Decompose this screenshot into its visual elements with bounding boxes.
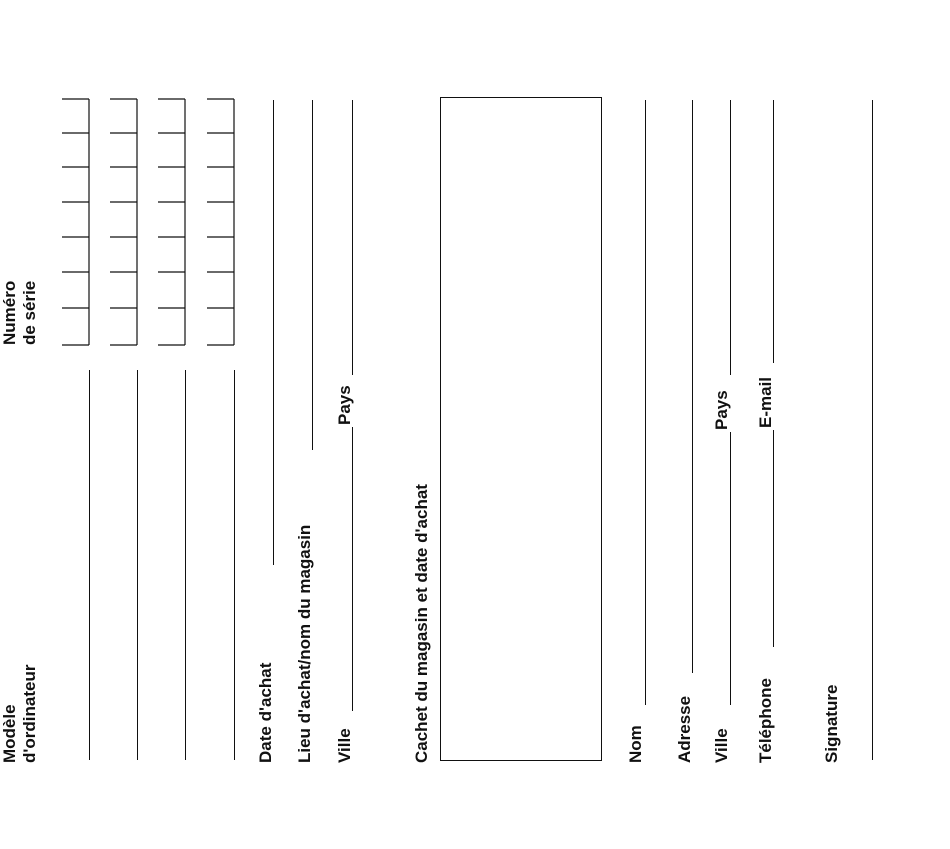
model-label-line1: Modèle <box>0 704 19 763</box>
serial-label <box>0 281 40 345</box>
owner-name-line[interactable] <box>645 100 646 705</box>
serial-comb <box>110 99 137 345</box>
signature-line[interactable] <box>872 100 873 760</box>
model-label-line2: d'ordinateur <box>20 664 39 763</box>
purchase-date-label: Date d'achat <box>256 662 275 763</box>
owner-address-line[interactable] <box>692 100 693 673</box>
model-entry-line[interactable] <box>89 370 90 760</box>
owner-city-line[interactable] <box>730 432 731 705</box>
purchase-place-line[interactable] <box>312 100 313 450</box>
signature-label: Signature <box>822 684 841 763</box>
owner-name-label: Nom <box>626 725 645 763</box>
purchase-country-line[interactable] <box>352 100 353 375</box>
owner-city-label: Ville <box>712 728 731 763</box>
owner-phone-label: Téléphone <box>756 677 775 763</box>
serial-comb <box>158 99 185 345</box>
model-entry-line[interactable] <box>137 370 138 760</box>
owner-phone-line[interactable] <box>773 430 774 647</box>
serial-number-combs[interactable] <box>55 95 245 350</box>
model-entry-line[interactable] <box>185 370 186 760</box>
serial-comb <box>207 99 234 345</box>
owner-country-line[interactable] <box>730 100 731 375</box>
owner-country-label: Pays <box>712 390 731 430</box>
owner-email-line[interactable] <box>773 100 774 363</box>
model-label <box>0 665 40 764</box>
serial-label-line1: Numéro <box>0 280 19 345</box>
store-stamp-label: Cachet du magasin et date d'achat <box>412 484 431 763</box>
store-stamp-box[interactable] <box>440 97 602 761</box>
model-entry-line[interactable] <box>234 370 235 760</box>
purchase-country-label: Pays <box>335 385 354 425</box>
serial-comb <box>62 99 89 345</box>
owner-email-label: E-mail <box>756 376 775 428</box>
serial-label-line2: de série <box>20 280 39 345</box>
owner-address-label: Adresse <box>675 695 694 763</box>
purchase-city-line[interactable] <box>352 427 353 711</box>
purchase-place-label: Lieu d'achat/nom du magasin <box>295 524 314 763</box>
purchase-date-line[interactable] <box>273 100 274 565</box>
purchase-city-label: Ville <box>335 728 354 763</box>
